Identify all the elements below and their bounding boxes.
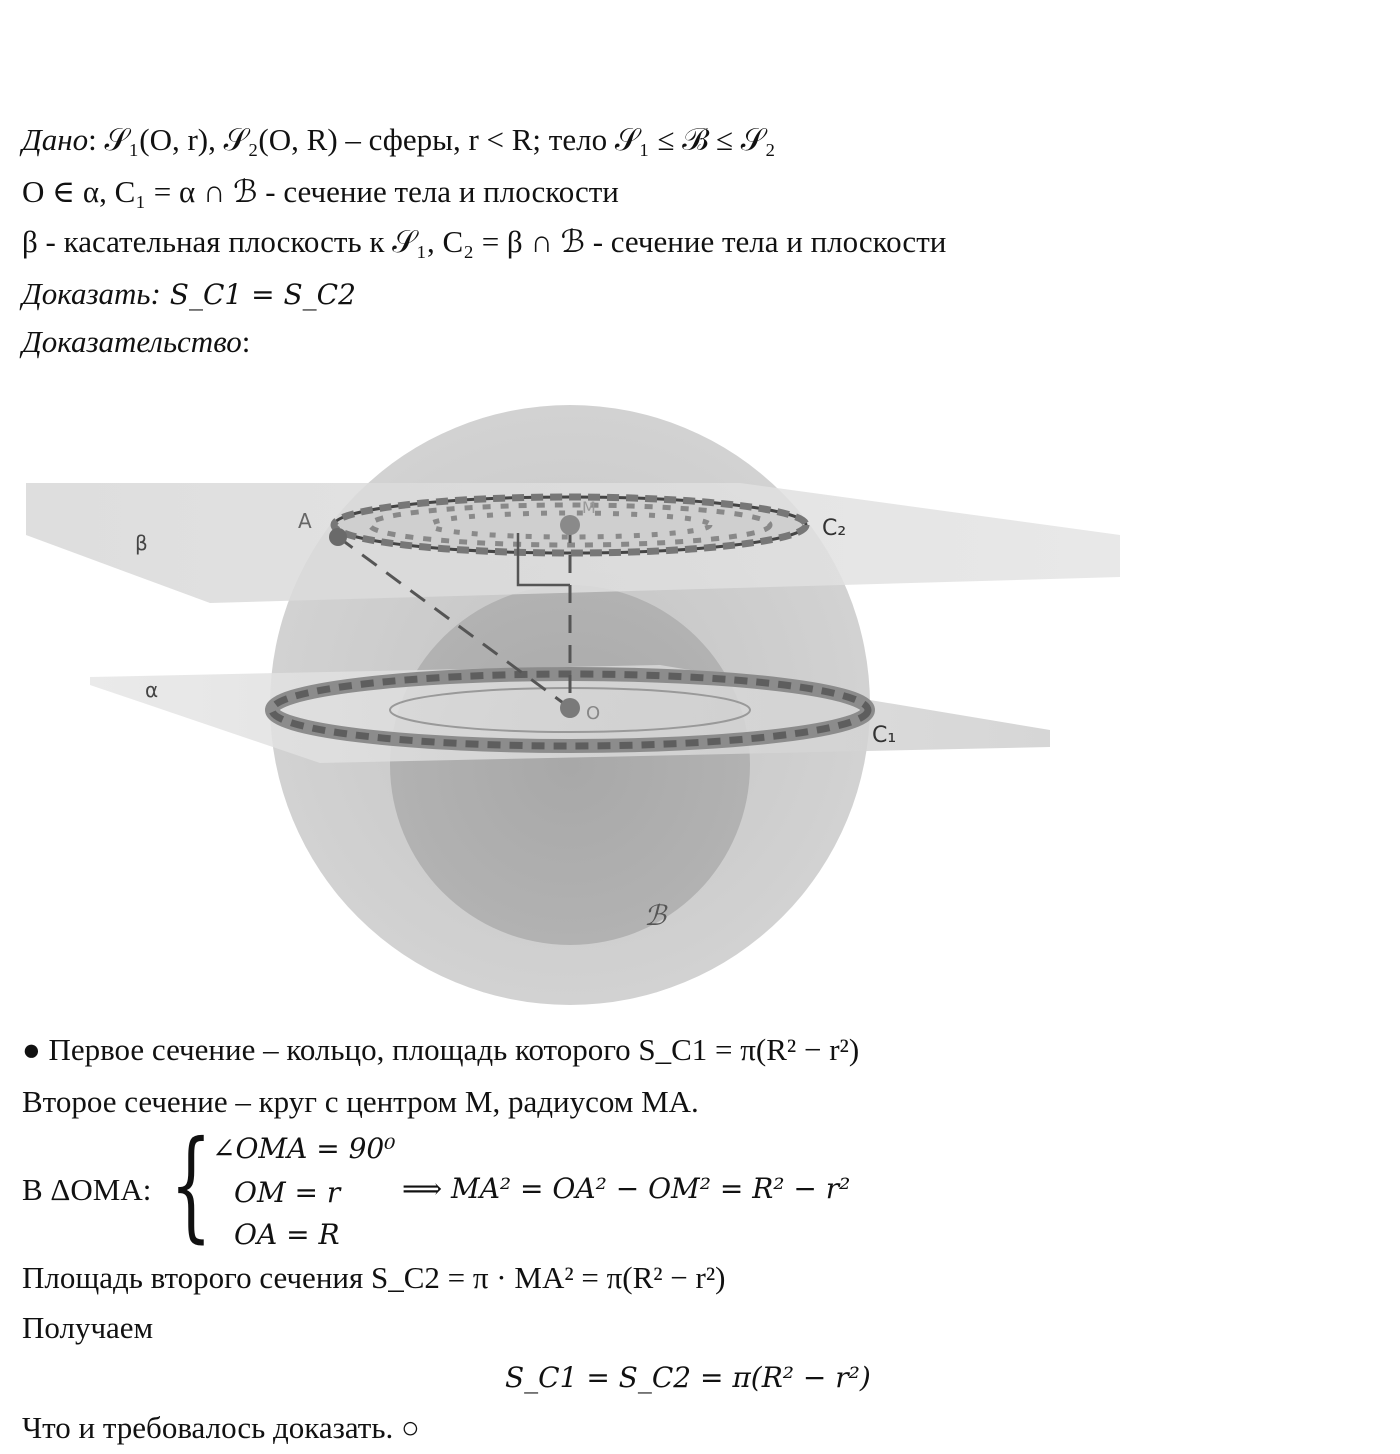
label-alpha: α [145,678,159,702]
system-row-oa: OA = R [234,1218,340,1251]
system-row-om: OM = r [234,1176,341,1209]
proof-heading [22,322,250,362]
label-o: O [586,703,601,724]
given-text: : 𝒮₁(O, r), 𝒮₂(O, R) – сферы, r < R; тело 𝒮₁ ≤ ℬ ≤ 𝒮₂ [88,122,776,157]
label-c1: C₁ [872,723,897,748]
final-formula: S_C1 = S_C2 = π(R² − r²) [505,1361,871,1394]
label-m: M [582,498,596,517]
alpha-section-line: O ∈ α, C₁ = α ∩ ℬ - сечение тела и плоскости [22,174,619,209]
beta-section-line: β - касательная плоскость к 𝒮₁, C₂ = β ∩ ℬ - сечение тела и плоскости [22,224,947,259]
result-intro: Получаем [22,1310,154,1345]
label-body-b: ℬ [644,899,667,932]
label-c2: C₂ [822,516,847,541]
point-m [560,515,580,535]
first-section-line: ● Первое сечение – кольцо, площадь которого S_C1 = π(R² − r²) [22,1032,860,1067]
system-row-angle: ∠OMA = 90⁰ [212,1132,396,1165]
qed-line: Что и требовалось доказать. ○ [22,1410,420,1445]
prove-label: Доказать: [22,276,161,311]
given-line [22,120,776,160]
area-line: Площадь второго сечения S_C2 = π · MA² = π(R² − r²) [22,1260,726,1295]
point-a [329,528,347,546]
system-brace: { [170,1116,212,1255]
point-o [560,698,580,718]
inner-sphere [390,585,750,945]
second-section-line: Второе сечение – круг с центром M, радиусом MA. [22,1084,699,1119]
label-beta: β [135,531,148,555]
triangle-label: В ΔOMA: [22,1172,152,1207]
proof-label: Доказательство [22,324,242,359]
system-conclusion: ⟹ MA² = OA² − OM² = R² − r² [402,1172,851,1205]
proof-colon: : [241,324,251,359]
prove-line [22,274,356,315]
spheres-figure [20,385,1130,1025]
given-label: Дано [22,122,89,157]
prove-formula: S_C1 = S_C2 [160,278,356,311]
label-a: A [298,509,312,533]
